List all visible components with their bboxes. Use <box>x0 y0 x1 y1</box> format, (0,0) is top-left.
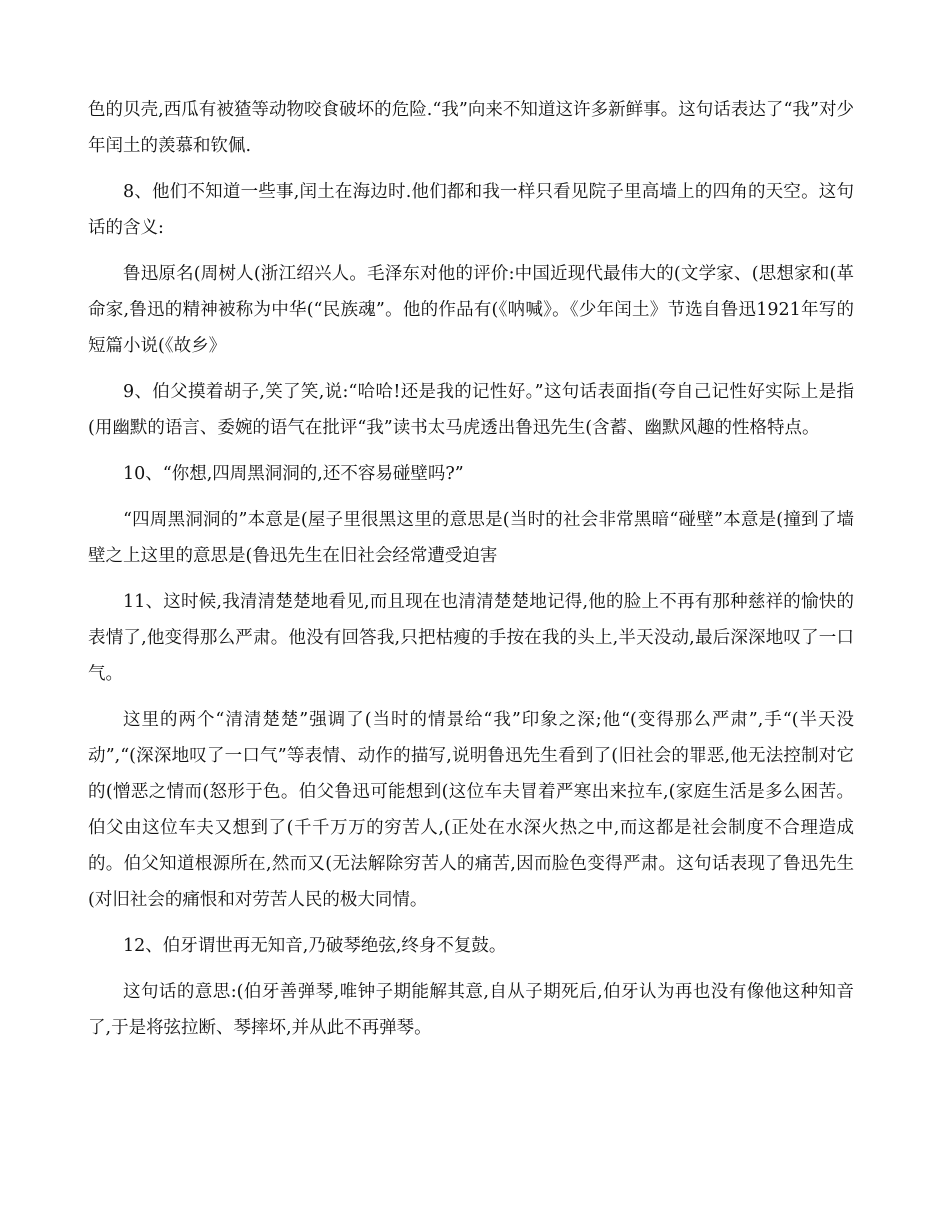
paragraph-item-10-explanation: “四周黑洞洞的”本意是(屋子里很黑这里的意思是(当时的社会非常黑暗“碰壁”本意是(撞到了墙壁之上这里的意思是(鲁迅先生在旧社会经常遭受迫害 <box>88 510 854 566</box>
document-page <box>88 92 854 1056</box>
paragraph-item-9: 9、伯父摸着胡子,笑了笑,说:“哈哈!还是我的记性好。”这句话表面指(夸自己记性好实际上是指(用幽默的语言、委婉的语气在批评“我”读书太马虎透出鲁迅先生(含蓄、幽默风趣的性格特点。 <box>88 382 854 438</box>
paragraph-item-8: 8、他们不知道一些事,闰土在海边时.他们都和我一样只看见院子里高墙上的四角的天空。这句话的含义: <box>88 182 854 238</box>
paragraph-item-10: 10、“你想,四周黑洞洞的,还不容易碰壁吗?” <box>123 464 464 484</box>
paragraph-item-11: 11、这时候,我清清楚楚地看见,而且现在也清清楚楚地记得,他的脸上不再有那种慈祥的愉快的表情了,他变得那么严肃。他没有回答我,只把枯瘦的手按在我的头上,半天没动,最后深深地叹了一口气。 <box>88 592 854 684</box>
paragraph-item-11-explanation: 这里的两个“清清楚楚”强调了(当时的情景给“我”印象之深;他“(变得那么严肃”,手“(半天没动”,“(深深地叹了一口气”等表情、动作的描写,说明鲁迅先生看到了(旧社会的罪恶,他无法控制对它的(憎恶之情而(怒形于色。伯父鲁迅可能想到(这位车夫冒着严寒出来拉车,(家庭生活是多么困苦。伯父由这位车夫又想到了(千千万万的穷苦人,(正处在水深火热之中,而这都是社会制度不合理造成的。伯父知道根源所在,然而又(无法解除穷苦人的痛苦,因而脸色变得严肃。这句话表现了鲁迅先生(对旧社会的痛恨和对劳苦人民的极大同情。 <box>88 710 854 910</box>
paragraph-item-12-explanation: 这句话的意思:(伯牙善弹琴,唯钟子期能解其意,自从子期死后,伯牙认为再也没有像他这种知音了,于是将弦拉断、琴摔坏,并从此不再弹琴。 <box>88 982 854 1038</box>
paragraph-continuation: 色的贝壳,西瓜有被猹等动物咬食破坏的危险.“我”向来不知道这许多新鲜事。这句话表达了“我”对少年闰土的羡慕和钦佩. <box>88 100 854 156</box>
paragraph-luxun-intro: 鲁迅原名(周树人(浙江绍兴人。毛泽东对他的评价:中国近现代最伟大的(文学家、(思想家和(革命家,鲁迅的精神被称为中华(“民族魂”。他的作品有(《呐喊》。《少年闰土》节选自鲁迅1921年写的短篇小说(《故乡》 <box>88 264 854 356</box>
paragraph-item-12: 12、伯牙谓世再无知音,乃破琴绝弦,终身不复鼓。 <box>123 936 507 956</box>
